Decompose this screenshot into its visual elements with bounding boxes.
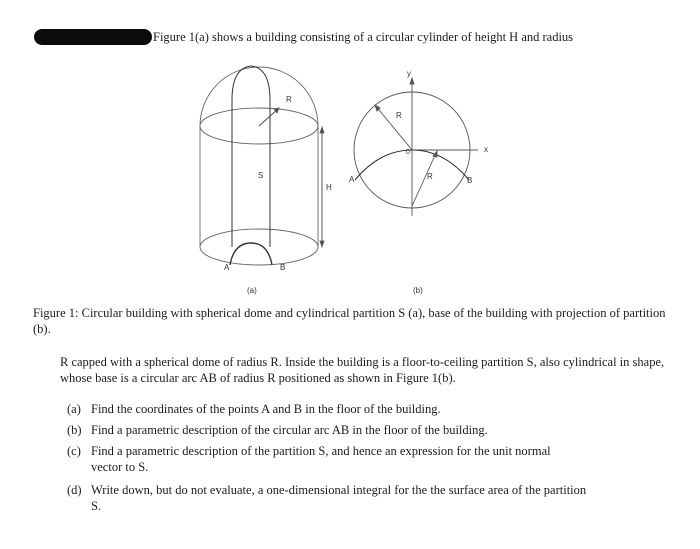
problem-paragraph: R capped with a spherical dome of radius R. Inside the building is a floor-to-ceiling partition S, also cylindrical in shape, whose base is a circular arc AB of radius R positioned as shown in Figure 1(b). <box>60 355 665 385</box>
figure-caption: Figure 1: Circular building with spherical dome and cylindrical partition S (a), base of the building with projection of partition (b). <box>33 306 666 336</box>
figure-a-building <box>200 66 324 265</box>
partition-s-outline <box>232 66 270 247</box>
question-text: Find a parametric description of the partition S, and hence an expression for the unit normal <box>91 444 551 458</box>
question-label: (a) <box>67 402 81 416</box>
question-d <box>67 482 667 514</box>
question-label: (d) <box>67 483 82 497</box>
subfigure-a-label: (a) <box>247 286 257 295</box>
label-b-R-arc: R <box>427 172 433 181</box>
dome-outline <box>200 67 318 126</box>
label-a-S: S <box>258 171 264 180</box>
label-b-A: A <box>349 175 355 184</box>
question-label: (c) <box>67 444 81 458</box>
intro-text: Figure 1(a) shows a building consisting of a circular cylinder of height H and radius <box>153 30 574 44</box>
label-a-B: B <box>280 263 286 272</box>
question-b <box>67 422 667 438</box>
question-label: (b) <box>67 423 82 437</box>
label-b-B: B <box>467 176 473 185</box>
arc-radius <box>412 151 437 206</box>
question-text: Write down, but do not evaluate, a one-dimensional integral for the the surface area of the partition <box>91 483 587 497</box>
label-b-origin: 0 <box>406 149 410 156</box>
label-a-A: A <box>224 263 230 272</box>
label-b-y: y <box>407 69 411 78</box>
question-text: Find the coordinates of the points A and B in the floor of the building. <box>91 402 441 416</box>
question-text-cont: vector to S. <box>91 460 149 474</box>
question-text: Find a parametric description of the circular arc AB in the floor of the building. <box>91 423 488 437</box>
partition-base-arc <box>230 243 272 265</box>
label-b-R-top: R <box>396 111 402 120</box>
question-c <box>67 443 667 475</box>
subfigure-b-label: (b) <box>413 286 423 295</box>
question-text-cont: S. <box>91 499 102 513</box>
label-a-R: R <box>286 95 292 104</box>
figure-b-floor <box>354 78 478 216</box>
question-a <box>67 401 667 417</box>
radius-upper <box>375 105 412 150</box>
label-a-H: H <box>326 183 332 192</box>
cylinder-base-ellipse <box>200 229 318 265</box>
label-b-x: x <box>484 145 488 154</box>
